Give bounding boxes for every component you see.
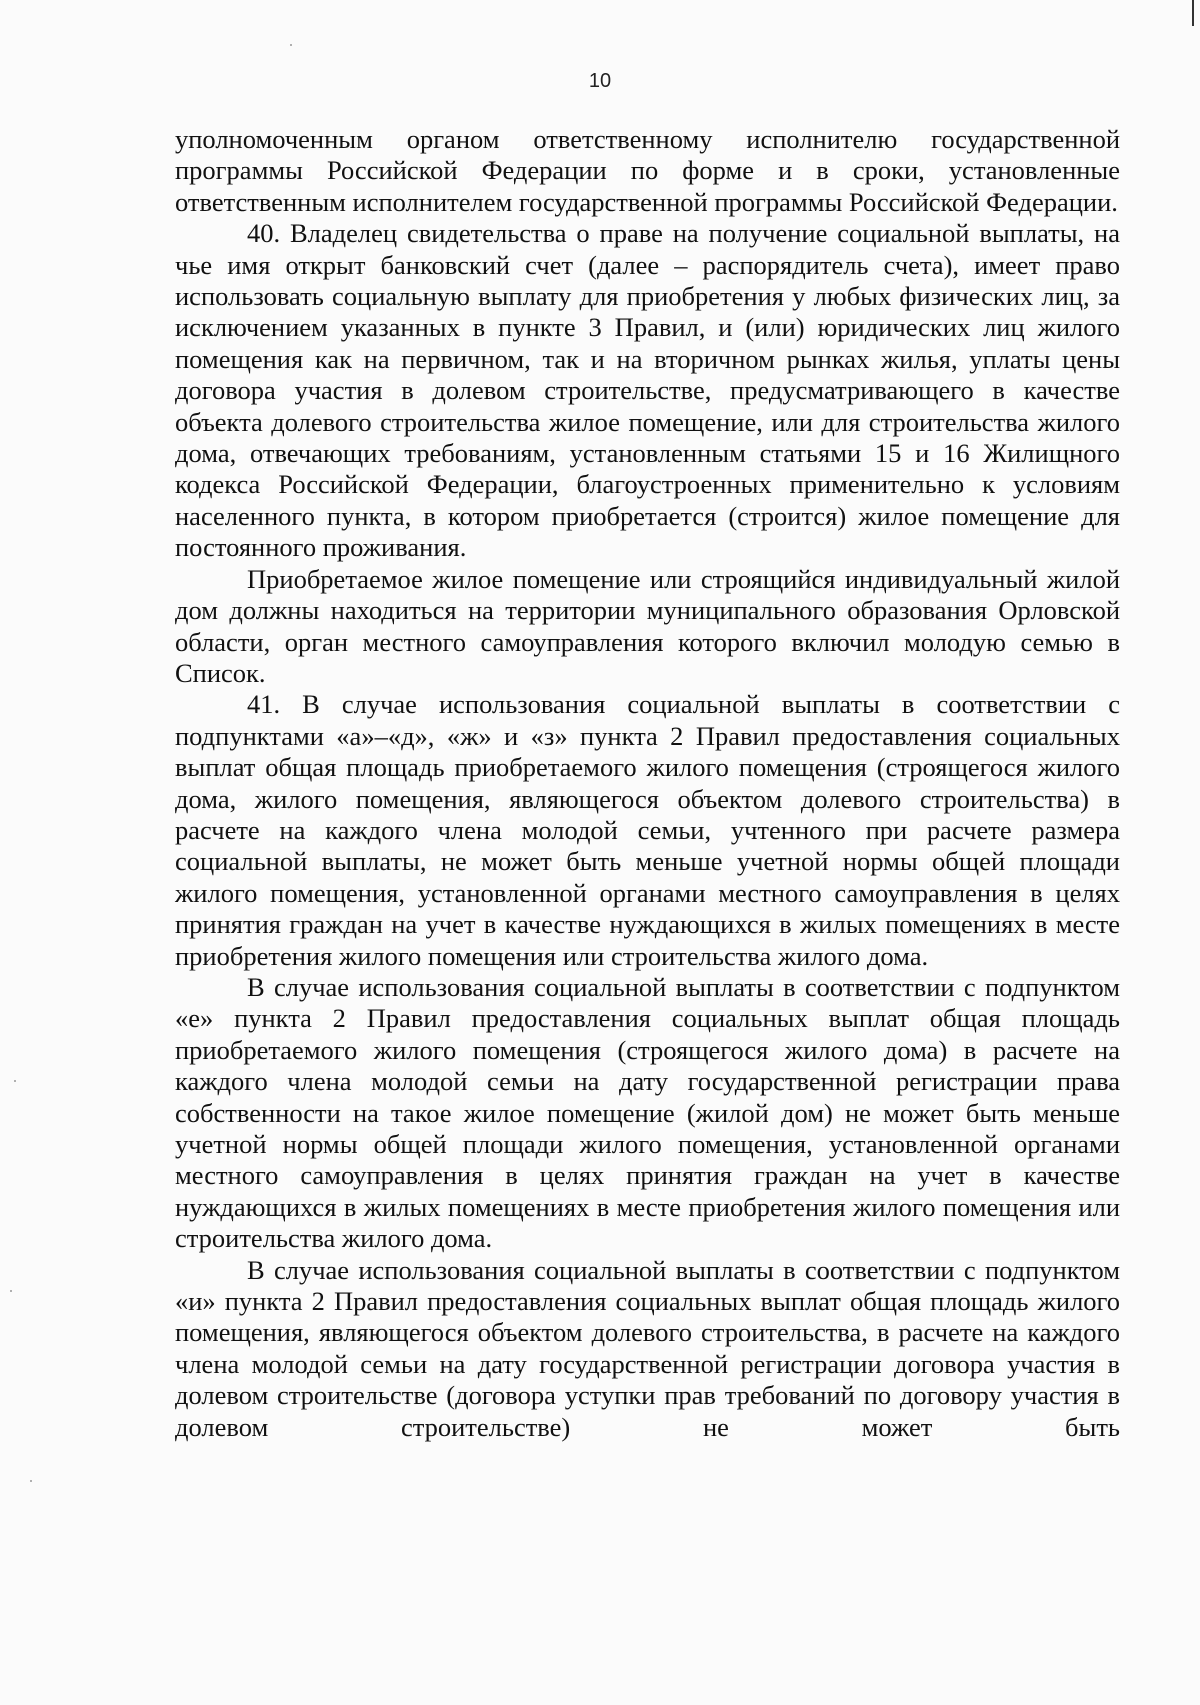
scan-speck (290, 44, 292, 46)
scan-edge-mark (1192, 0, 1194, 26)
scan-speck (14, 1080, 16, 1082)
paragraph-subitem-i: В случае использования социальной выплаты в соответствии с подпунктом «и» пункта 2 Правил предоставления социальных выплат общая площадь жилого помещения, являющегося объектом долевого строительства, в расчете на каждого члена молодой семьи на дату государственной регистрации договора участия в долевом строительстве (договора уступки прав требований по договору участия в долевом строительстве) не может быть (175, 1254, 1120, 1442)
document-body (175, 124, 1120, 1443)
paragraph-item-41: 41. В случае использования социальной выплаты в соответствии с подпунктами «а»–«д», «ж» и «з» пункта 2 Правил предоставления социальных выплат общая площадь приобретаемого жилого помещения (строящегося жилого дома, жилого помещения, являющегося объектом долевого строительства) в расчете на каждого члена молодой семьи, учтенного при расчете размера социальной выплаты, не может быть меньше учетной нормы общей площади жилого помещения, установленной органами местного самоуправления в целях принятия граждан на учет в качестве нуждающихся в жилых помещениях в месте приобретения жилого помещения или строительства жилого дома. (175, 689, 1120, 971)
paragraph-item-40: 40. Владелец свидетельства о праве на получение социальной выплаты, на чье имя открыт банковский счет (далее – распорядитель счета), имеет право использовать социальную выплату для приобретения у любых физических лиц, за исключением указанных в пункте 3 Правил, и (или) юридических лиц жилого помещения как на первичном, так и на вторичном рынках жилья, уплаты цены договора участия в долевом строительстве, предусматривающего в качестве объекта долевого строительства жилое помещение, или для строительства жилого дома, отвечающих требованиям, установленным статьями 15 и 16 Жилищного кодекса Российской Федерации, благоустроенных применительно к условиям населенного пункта, в котором приобретается (строится) жилое помещение для постоянного проживания. (175, 218, 1120, 563)
page-number: 10 (588, 70, 612, 92)
scan-speck (30, 1480, 32, 1482)
paragraph-subitem-e: В случае использования социальной выплаты в соответствии с подпунктом «е» пункта 2 Правил предоставления социальных выплат общая площадь приобретаемого жилого помещения (строящегося жилого дома) в расчете на каждого члена молодой семьи на дату государственной регистрации права собственности на такое жилое помещение (жилой дом) не может быть меньше учетной нормы общей площади жилого помещения, установленной органами местного самоуправления в целях принятия граждан на учет в качестве нуждающихся в жилых помещениях в месте приобретения жилого помещения или строительства жилого дома. (175, 971, 1120, 1254)
paragraph-location-requirement: Приобретаемое жилое помещение или строящийся индивидуальный жилой дом должны находиться на территории муниципального образования Орловской области, орган местного самоуправления которого включил молодую семью в Список. (175, 563, 1120, 688)
paragraph-continuation: уполномоченным органом ответственному исполнителю государственной программы Российской Федерации по форме и в сроки, установленные ответственным исполнителем государственной программы Российской Федерации. (175, 124, 1120, 217)
scan-speck (10, 1290, 12, 1292)
